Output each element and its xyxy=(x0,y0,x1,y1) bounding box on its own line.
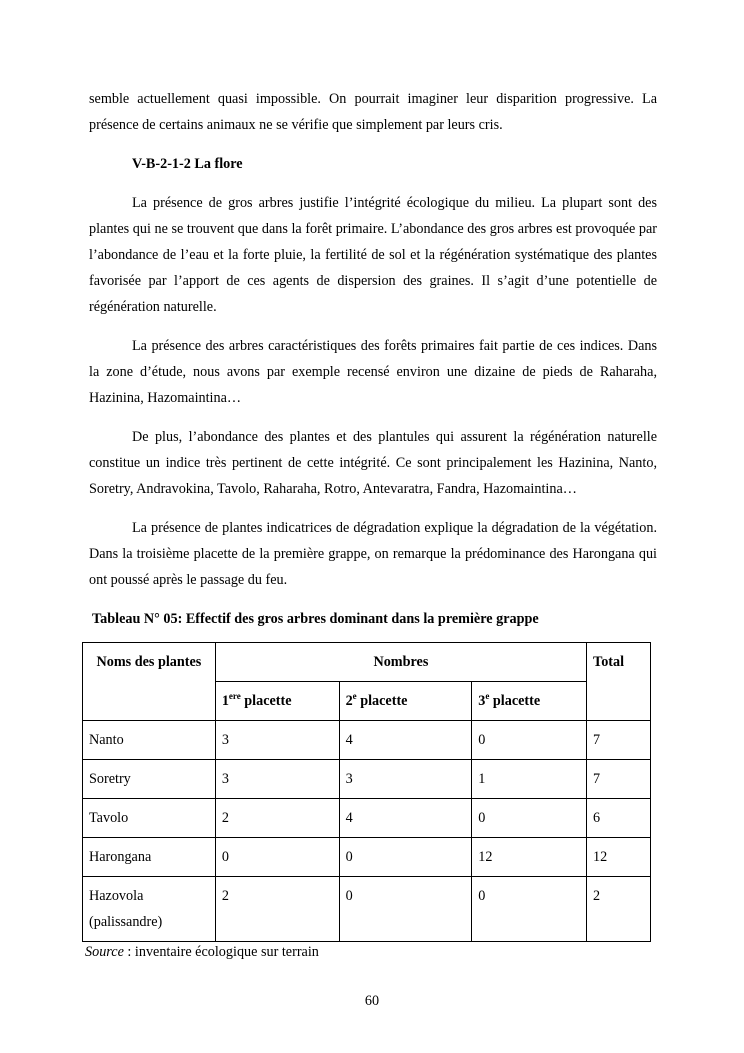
header-placette-1: 1ere placette xyxy=(215,682,339,721)
source-text: : inventaire écologique sur terrain xyxy=(123,944,319,960)
cell-plant-name: Harongana xyxy=(83,838,216,877)
cell-placette-2: 4 xyxy=(339,799,472,838)
cell-placette-3: 12 xyxy=(472,838,587,877)
cell-placette-3: 1 xyxy=(472,760,587,799)
table-row xyxy=(83,877,651,942)
paragraph-gros-arbres: La présence de gros arbres justifie l’intégrité écologique du milieu. La plupart sont des plantes qui ne se trouvent que dans la forêt primaire. L’abondance des gros arbres est provoquée par l’abondance de l’eau et la forte pluie, la fertilité de sol et la régénération systématique des plantes favorisée par l’apport de ces agents de dispersion des graines. Il s’agit d’une potentielle de régénération naturelle. xyxy=(89,195,657,315)
cell-placette-3: 0 xyxy=(472,877,587,942)
cell-placette-1: 2 xyxy=(215,799,339,838)
cell-total: 2 xyxy=(587,877,651,942)
cell-plant-name: Nanto xyxy=(83,721,216,760)
source-label: Source xyxy=(85,944,124,960)
paragraph-degradation: La présence de plantes indicatrices de dégradation explique la dégradation de la végétation. Dans la troisième placette de la première grappe, on remarque la prédominance des Harongana qui ont poussé après le passage du feu. xyxy=(89,520,657,588)
cell-total: 6 xyxy=(587,799,651,838)
table-row xyxy=(83,760,651,799)
cell-placette-2: 3 xyxy=(339,760,472,799)
cell-plant-name: Hazovola (palissandre) xyxy=(83,877,216,942)
table-source xyxy=(85,942,657,962)
paragraph-continuation: semble actuellement quasi impossible. On pourrait imaginer leur disparition progressive. La présence de certains animaux ne se vérifie que simplement par leurs cris. xyxy=(89,91,657,133)
cell-placette-1: 0 xyxy=(215,838,339,877)
table-header-row xyxy=(83,643,651,682)
cell-plant-name: Soretry xyxy=(83,760,216,799)
section-heading: V-B-2-1-2 La flore xyxy=(132,156,243,172)
paragraph-arbres-caracteristiques: La présence des arbres caractéristiques des forêts primaires fait partie de ces indices. Dans la zone d’étude, nous avons par exemple recensé environ une dizaine de pieds de Raharaha, Hazinina, Hazomaintina… xyxy=(89,338,657,406)
cell-total: 7 xyxy=(587,760,651,799)
cell-placette-3: 0 xyxy=(472,799,587,838)
cell-plant-name: Tavolo xyxy=(83,799,216,838)
cell-total: 7 xyxy=(587,721,651,760)
header-nombres: Nombres xyxy=(215,643,586,682)
table-row xyxy=(83,838,651,877)
cell-placette-3: 0 xyxy=(472,721,587,760)
document-page xyxy=(85,86,657,962)
cell-placette-2: 0 xyxy=(339,877,472,942)
header-total: Total xyxy=(587,643,651,721)
header-plant-names: Noms des plantes xyxy=(83,643,216,721)
table-row xyxy=(83,721,651,760)
cell-placette-1: 2 xyxy=(215,877,339,942)
cell-placette-2: 0 xyxy=(339,838,472,877)
cell-placette-2: 4 xyxy=(339,721,472,760)
cell-placette-1: 3 xyxy=(215,760,339,799)
table-caption: Tableau N° 05: Effectif des gros arbres dominant dans la première grappe xyxy=(92,611,539,627)
table-row xyxy=(83,799,651,838)
cell-total: 12 xyxy=(587,838,651,877)
header-placette-3: 3e placette xyxy=(472,682,587,721)
cell-placette-1: 3 xyxy=(215,721,339,760)
page-number: 60 xyxy=(364,993,380,1009)
plants-table xyxy=(82,642,651,942)
header-placette-2: 2e placette xyxy=(339,682,472,721)
paragraph-regeneration: De plus, l’abondance des plantes et des plantules qui assurent la régénération naturelle constitue un indice très pertinent de cette intégrité. Ce sont principalement les Hazinina, Nanto, Soretry, Andravokina, Tavolo, Raharaha, Rotro, Antevaratra, Fandra, Hazomaintina… xyxy=(89,429,657,497)
